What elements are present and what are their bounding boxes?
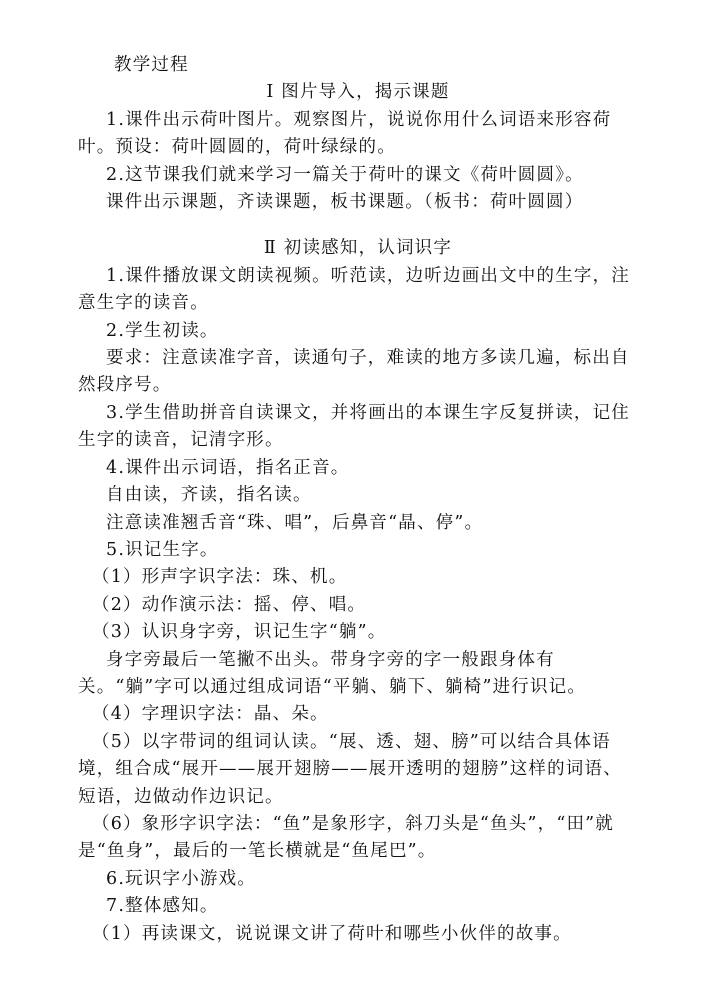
paragraph: 课件出示课题，齐读课题，板书课题。（板书：荷叶圆圆） xyxy=(106,192,584,213)
paragraph: 要求：注意读准字音，读通句子，难读的地方多读几遍，标出自然段序号。 xyxy=(78,348,630,396)
paragraph: 3.学生借助拼音自读课文，并将画出的本课生字反复拼读，记住生字的读音，记清字形。 xyxy=(78,402,630,451)
paragraph: 5.识记生字。 xyxy=(106,539,219,560)
paragraph: 7.整体感知。 xyxy=(106,896,219,917)
paragraph: 4.课件出示词语，指名正音。 xyxy=(106,457,350,478)
section1-heading: Ⅰ 图片导入，揭示课题 xyxy=(266,82,450,103)
paragraph: （4）字理识字法：晶、朵。 xyxy=(92,704,329,725)
paragraph: 6.玩识字小游戏。 xyxy=(106,868,256,889)
document-title: 教学过程 xyxy=(114,55,189,75)
paragraph: 1.课件播放课文朗读视频。听范读，边听边画出文中的生字，注意生字的读音。 xyxy=(78,265,630,314)
paragraph: 自由读，齐读，指名读。 xyxy=(106,485,312,506)
paragraph: （1）再读课文，说说课文讲了荷叶和哪些小伙伴的故事。 xyxy=(92,923,572,944)
paragraph: （5）以字带词的组词认读。“展、透、翅、膀”可以结合具体语境，组合成“展开——展开翅膀——展开透明的翅膀”这样的词语、短语，边做动作边识记。 xyxy=(78,731,622,807)
paragraph: 1.课件出示荷叶图片。观察图片，说说你用什么词语来形容荷叶。预设：荷叶圆圆的，荷叶绿绿的。 xyxy=(78,109,612,158)
paragraph: （3）认识身字旁，识记生字“躺”。 xyxy=(92,622,387,643)
paragraph: 身字旁最后一笔撇不出头。带身字旁的字一般跟身体有关。“躺”字可以通过组成词语“平躺、躺下、躺椅”进行识记。 xyxy=(78,649,587,697)
paragraph: （6）象形字识字法：“鱼”是象形字，斜刀头是“鱼头”，“田”就是“鱼身”，最后的一笔长横就是“鱼尾巴”。 xyxy=(78,813,615,862)
paragraph: 2.学生初读。 xyxy=(106,320,219,341)
section-spacer xyxy=(78,216,638,235)
paragraph: 注意读准翘舌音“珠、唱”，后鼻音“晶、停”。 xyxy=(106,512,484,533)
paragraph: 2.这节课我们就来学习一篇关于荷叶的课文《荷叶圆圆》。 xyxy=(106,164,584,185)
section2-heading: Ⅱ 初读感知，认词识字 xyxy=(263,238,453,259)
paragraph: （2）动作演示法：摇、停、唱。 xyxy=(92,594,367,615)
paragraph: （1）形声字识字法：珠、机。 xyxy=(92,567,348,588)
